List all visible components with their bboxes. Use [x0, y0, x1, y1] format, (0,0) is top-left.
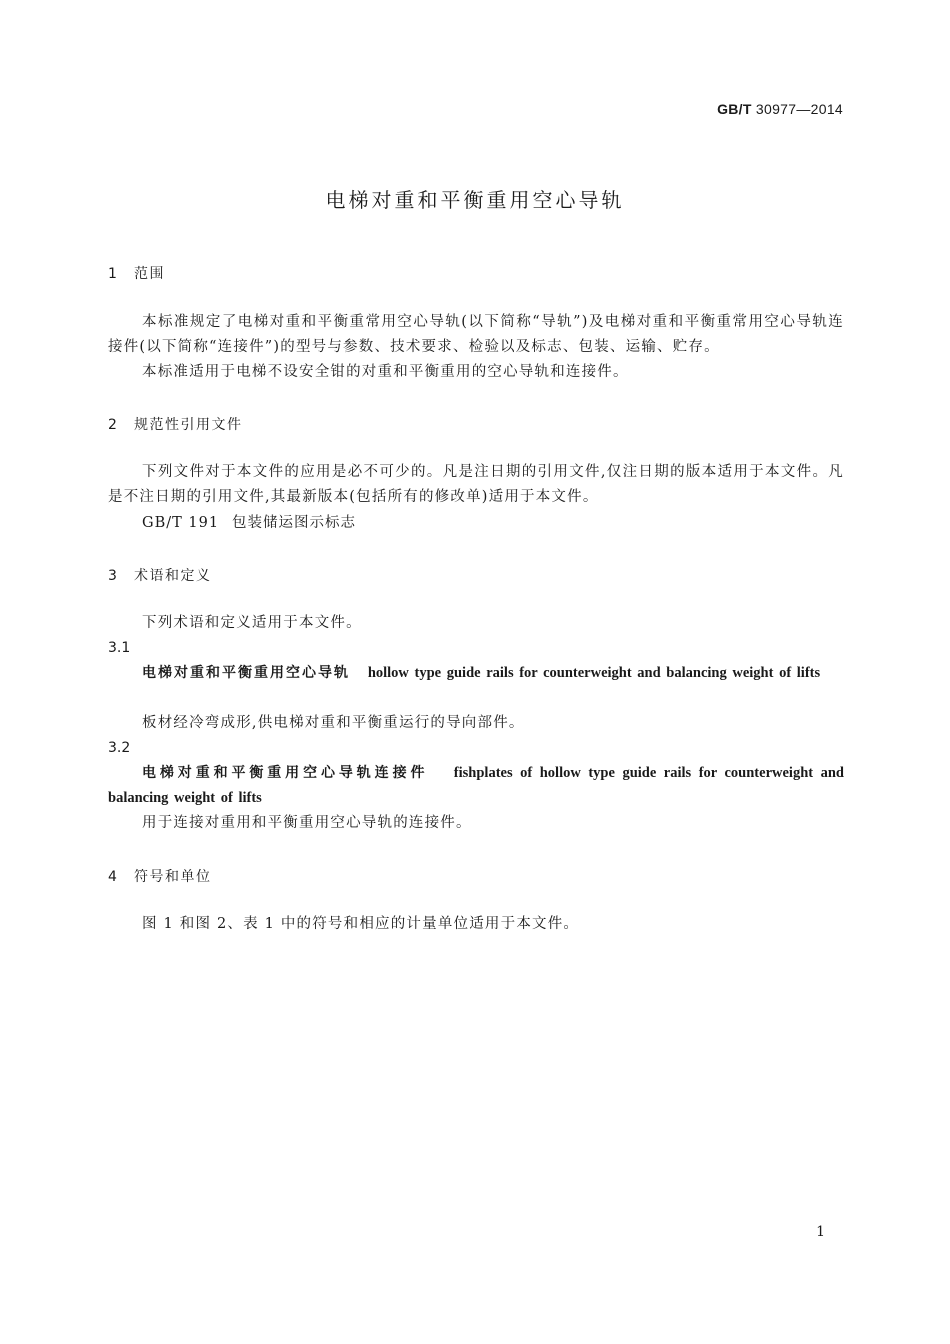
section-4-paragraph-1: 图 1 和图 2、表 1 中的符号和相应的计量单位适用于本文件。	[142, 916, 580, 932]
term-3-1	[108, 661, 844, 686]
term-3-1-chinese: 电梯对重和平衡重用空心导轨	[142, 665, 350, 681]
term-3-1-definition: 板材经冷弯成形,供电梯对重和平衡重运行的导向部件。	[142, 715, 525, 731]
term-3-2-number: 3.2	[108, 740, 131, 756]
term-3-2-chinese: 电梯对重和平衡重用空心导轨连接件	[142, 765, 429, 781]
section-3-heading	[108, 565, 212, 585]
section-2-paragraph-1: 下列文件对于本文件的应用是必不可少的。凡是注日期的引用文件,仅注日期的版本适用于本文件。凡是不注日期的引用文件,其最新版本(包括所有的修改单)适用于本文件。	[108, 464, 844, 505]
page-number: 1	[816, 1224, 825, 1240]
section-3-number: 3	[108, 568, 117, 584]
section-1-paragraph-2: 本标准适用于电梯不设安全钳的对重和平衡重用的空心导轨和连接件。	[142, 364, 629, 380]
section-1-title: 范围	[134, 266, 165, 282]
document-title: 电梯对重和平衡重用空心导轨	[325, 188, 625, 212]
section-3-paragraph-1: 下列术语和定义适用于本文件。	[142, 615, 362, 631]
section-1-heading	[108, 263, 165, 283]
standard-prefix: GB/T	[717, 101, 752, 117]
section-1-number: 1	[108, 266, 117, 282]
term-3-2-english: fishplates of hollow type guide rails for counterweight and balancing weight of lifts	[108, 765, 844, 806]
reference-title: 包装储运图示标志	[232, 515, 356, 531]
standard-code: 30977—2014	[755, 101, 843, 117]
section-3-title: 术语和定义	[134, 568, 212, 584]
reference-code: GB/T 191	[142, 515, 220, 531]
term-3-1-english: hollow type guide rails for counterweight and balancing weight of lifts	[367, 665, 821, 681]
section-2-heading	[108, 414, 243, 434]
standard-number	[717, 101, 843, 117]
section-4-number: 4	[108, 869, 117, 885]
term-3-2-definition: 用于连接对重用和平衡重用空心导轨的连接件。	[142, 815, 472, 831]
term-3-2	[108, 761, 844, 811]
normative-reference	[142, 511, 356, 532]
section-2-number: 2	[108, 417, 117, 433]
section-2-title: 规范性引用文件	[134, 417, 243, 433]
section-1-paragraph-1: 本标准规定了电梯对重和平衡重常用空心导轨(以下简称“导轨”)及电梯对重和平衡重常用空心导轨连接件(以下简称“连接件”)的型号与参数、技术要求、检验以及标志、包装、运输、贮存。	[108, 314, 844, 355]
section-4-title: 符号和单位	[134, 869, 212, 885]
term-3-1-number: 3.1	[108, 640, 131, 656]
section-4-heading	[108, 866, 212, 886]
